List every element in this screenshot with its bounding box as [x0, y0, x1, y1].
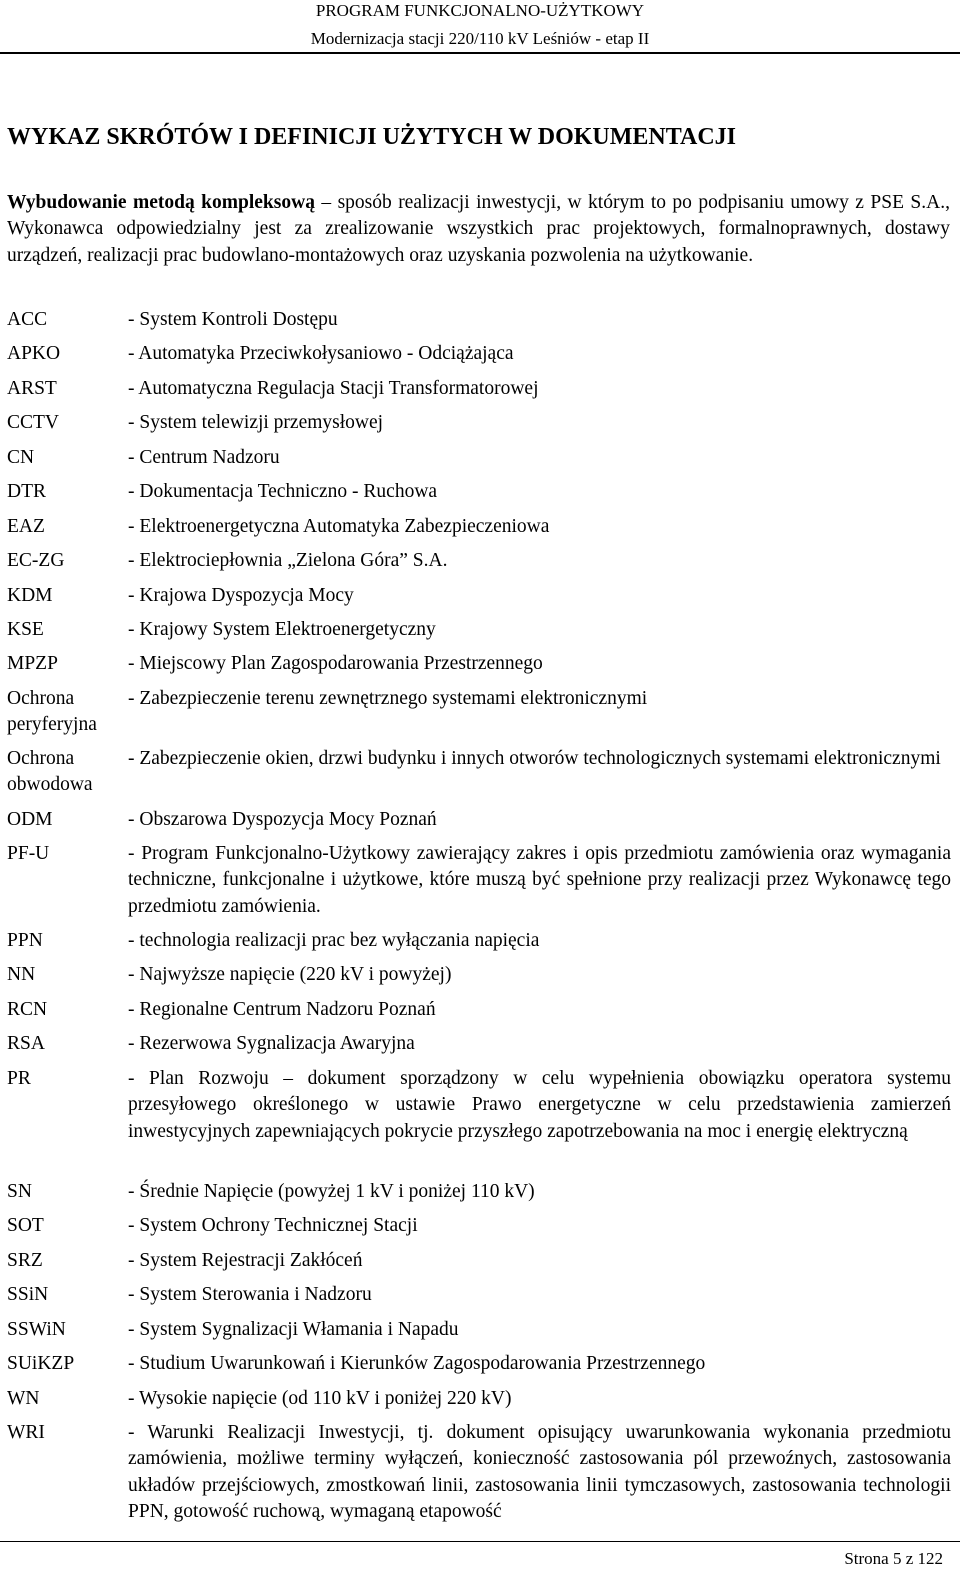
abbreviation-term: CCTV [7, 412, 60, 433]
section-title: WYKAZ SKRÓTÓW I DEFINICJI UŻYTYCH W DOKUMENTACJI [7, 124, 736, 150]
abbreviation-term: ODM [7, 809, 53, 830]
intro-term: Wybudowanie metodą kompleksową [7, 192, 315, 213]
abbreviation-term: SSiN [7, 1284, 49, 1305]
abbreviation-definition: - Wysokie napięcie (od 110 kV i poniżej 220 kV) [128, 1388, 512, 1409]
abbreviation-term: NN [7, 964, 36, 985]
abbreviation-definition: - System Ochrony Technicznej Stacji [128, 1215, 418, 1236]
abbreviation-definition: - Centrum Nadzoru [128, 447, 280, 468]
abbreviation-term: SN [7, 1181, 32, 1202]
abbreviation-term: SSWiN [7, 1319, 66, 1340]
abbreviation-definition: - Obszarowa Dyspozycja Mocy Poznań [128, 809, 437, 830]
abbreviation-term: MPZP [7, 653, 58, 674]
project-subtitle-header: Modernizacja stacji 220/110 kV Leśniów - etap II [310, 29, 650, 48]
abbreviation-definition: - System telewizji przemysłowej [128, 412, 384, 433]
abbreviation-term: ACC [7, 309, 48, 330]
abbreviation-term: WRI [7, 1422, 45, 1443]
abbreviation-definition: - Najwyższe napięcie (220 kV i powyżej) [128, 964, 452, 985]
abbreviation-term: Ochrona obwodowa [7, 748, 93, 796]
abbreviation-term: PR [7, 1068, 31, 1089]
intro-definition: – sposób realizacji inwestycji, w którym to po podpisaniu umowy z PSE S.A., Wykonawca odpowiedzialny jest za zrealizowanie wszystkich prac projektowych, formalnoprawnych, dostawy urządzeń, realizacji prac budowlano-montażowych oraz uzyskania pozwolenia na użytkowanie. [7, 192, 950, 266]
abbreviation-definition: - Program Funkcjonalno-Użytkowy zawierający zakres i opis przedmiotu zamówienia oraz wymagania techniczne, funkcjonalne i użytkowe, które muszą być spełnione przy realizacji przez Wykonawcę tego przedmiotu zamówienia. [128, 843, 951, 917]
header-divider [0, 52, 960, 54]
abbreviation-definition: - Automatyczna Regulacja Stacji Transformatorowej [128, 378, 539, 399]
abbreviation-term: EC-ZG [7, 550, 65, 571]
abbreviation-definition: - Miejscowy Plan Zagospodarowania Przestrzennego [128, 653, 543, 674]
abbreviation-definition: - System Sterowania i Nadzoru [128, 1284, 372, 1305]
abbreviation-term: RSA [7, 1033, 45, 1054]
intro-paragraph [7, 190, 950, 269]
abbreviation-term: APKO [7, 343, 61, 364]
abbreviation-term: KSE [7, 619, 44, 640]
abbreviation-definition: - Krajowy System Elektroenergetyczny [128, 619, 436, 640]
document-title-header: PROGRAM FUNKCJONALNO-UŻYTKOWY [315, 1, 645, 20]
abbreviation-definition: - Regionalne Centrum Nadzoru Poznań [128, 999, 436, 1020]
abbreviation-definition: - Studium Uwarunkowań i Kierunków Zagospodarowania Przestrzennego [128, 1353, 706, 1374]
abbreviation-definition: - Krajowa Dyspozycja Mocy [128, 585, 354, 606]
abbreviation-term: SRZ [7, 1250, 43, 1271]
abbreviation-term: CN [7, 447, 35, 468]
abbreviation-definition: - Elektroenergetyczna Automatyka Zabezpieczeniowa [128, 516, 550, 537]
abbreviation-definition: - Średnie Napięcie (powyżej 1 kV i poniżej 110 kV) [128, 1181, 535, 1202]
abbreviation-definition: - Warunki Realizacji Inwestycji, tj. dokument opisujący uwarunkowania wykonania przedmiotu zamówienia, możliwe terminy wyłączeń, konieczność zastosowania pól przewoźnych, zastosowania układów przejściowych, zmostkowań linii, zastosowania linii tymczasowych, zastosowania technologii PPN, gotowość ruchową, wymaganą etapowość [128, 1422, 951, 1522]
abbreviation-term: ARST [7, 378, 57, 399]
abbreviation-term: RCN [7, 999, 48, 1020]
abbreviation-definition: - Rezerwowa Sygnalizacja Awaryjna [128, 1033, 415, 1054]
abbreviation-term: SUiKZP [7, 1353, 75, 1374]
abbreviation-definition: - Zabezpieczenie okien, drzwi budynku i innych otworów technologicznych systemami elektronicznymi [128, 748, 941, 769]
page-number: Strona 5 z 122 [844, 1549, 943, 1568]
abbreviation-term: KDM [7, 585, 53, 606]
abbreviation-term: PF-U [7, 843, 50, 864]
abbreviation-definition: - System Sygnalizacji Włamania i Napadu [128, 1319, 459, 1340]
abbreviation-definition: - System Kontroli Dostępu [128, 309, 338, 330]
abbreviation-definition: - Automatyka Przeciwkołysaniowo - Odciążająca [128, 343, 514, 364]
abbreviation-term: EAZ [7, 516, 45, 537]
abbreviation-term: WN [7, 1388, 40, 1409]
footer-divider [0, 1541, 960, 1542]
abbreviation-term: Ochrona peryferyjna [7, 688, 97, 736]
abbreviation-definition: - technologia realizacji prac bez wyłączania napięcia [128, 930, 540, 951]
abbreviation-definition: - System Rejestracji Zakłóceń [128, 1250, 363, 1271]
abbreviation-definition: - Dokumentacja Techniczno - Ruchowa [128, 481, 438, 502]
abbreviation-definition: - Plan Rozwoju – dokument sporządzony w celu wypełnienia obowiązku operatora systemu przesyłowego określonego w ustawie Prawo energetyczne w celu przedstawienia zamierzeń inwestycyjnych zapewniających pokrycie przyszłego zapotrzebowania na moc i energię elektryczną [128, 1068, 951, 1142]
abbreviation-term: DTR [7, 481, 46, 502]
abbreviation-definition: - Zabezpieczenie terenu zewnętrznego systemami elektronicznymi [128, 688, 648, 709]
abbreviation-term: SOT [7, 1215, 44, 1236]
abbreviation-term: PPN [7, 930, 43, 951]
abbreviation-definition: - Elektrociepłownia „Zielona Góra” S.A. [128, 550, 448, 571]
